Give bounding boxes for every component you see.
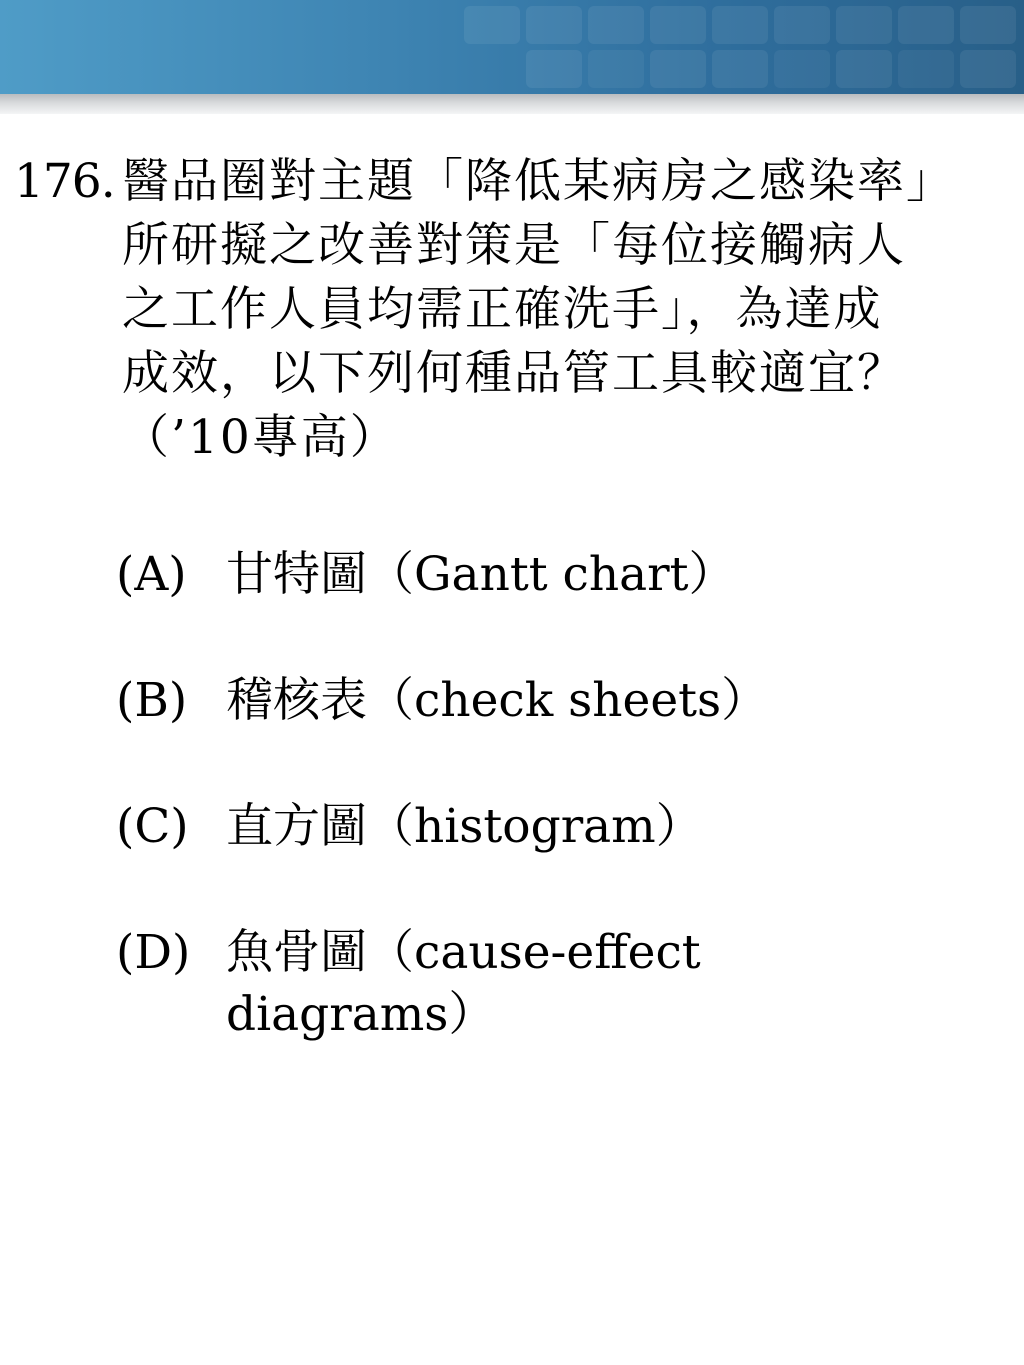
option-a[interactable] bbox=[0, 544, 1024, 670]
question-line: 醫品圈對主題「降低某病房之感染率」 bbox=[122, 154, 955, 209]
option-d[interactable] bbox=[0, 922, 1024, 1048]
option-b[interactable] bbox=[0, 670, 1024, 796]
question-line: 之工作人員均需正確洗手」，為達成 bbox=[122, 282, 883, 337]
option-label: (B) bbox=[116, 673, 188, 728]
question-text bbox=[122, 150, 1017, 470]
option-text-line: 甘特圖（Gantt chart） bbox=[226, 547, 736, 602]
option-label: (A) bbox=[116, 547, 187, 602]
option-text bbox=[226, 544, 786, 606]
option-text-line: 魚骨圖（cause-effect bbox=[226, 925, 701, 980]
option-text-line: 直方圖（histogram） bbox=[226, 799, 703, 854]
option-label: (C) bbox=[116, 799, 189, 854]
header-shadow bbox=[0, 94, 1024, 114]
question-line: （’10專高） bbox=[122, 410, 399, 465]
option-text-line: 稽核表（check sheets） bbox=[226, 673, 769, 728]
option-c[interactable] bbox=[0, 796, 1024, 922]
header-banner bbox=[0, 0, 1024, 94]
option-text bbox=[226, 670, 786, 732]
question-line: 所研擬之改善對策是「每位接觸病人 bbox=[122, 218, 906, 273]
option-text bbox=[226, 796, 786, 858]
answer-options bbox=[0, 544, 1024, 1048]
question-line: 成效，以下列何種品管工具較適宜？ bbox=[122, 346, 906, 401]
question-number: 176. bbox=[14, 154, 115, 209]
option-text-line: diagrams） bbox=[226, 987, 496, 1042]
header-decoration bbox=[464, 0, 1024, 94]
option-label: (D) bbox=[116, 925, 191, 980]
option-text bbox=[226, 922, 786, 1046]
